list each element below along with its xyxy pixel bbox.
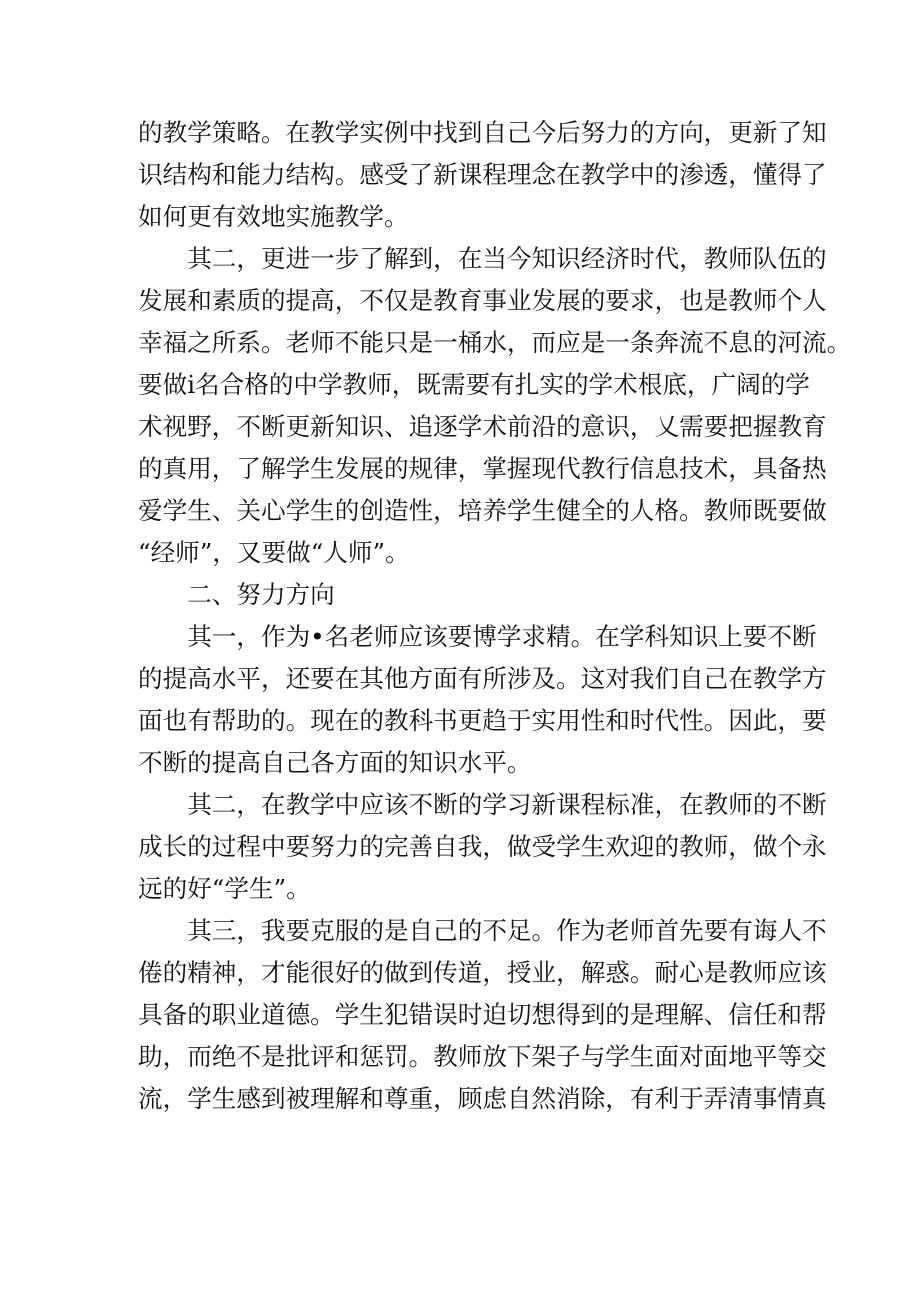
- text-line: 其二，更进一步了解到，在当今知识经济时代，教师队伍的: [138, 244, 827, 273]
- text-line: 术视野，不断更新知识、追逐学术前沿的意识，乂需要把握教育: [138, 412, 827, 441]
- text-line: 的教学策略。在教学实例中找到自己今后努力的方向，更新了知: [138, 118, 827, 147]
- document-body: [138, 112, 852, 1120]
- text-line: 远的好“学生”。: [138, 874, 311, 903]
- text-line: 助，而绝不是批评和惩罚。教师放下架子与学生面对面地平等交: [138, 1042, 827, 1071]
- text-line: 具备的职业道德。学生犯错误时迫切想得到的是理解、信任和帮: [138, 1000, 827, 1029]
- text-line: 要做i名合格的中学教师，既需要有扎实的学术根底，广阔的学: [138, 370, 810, 399]
- text-line: 如何更有效地实施教学。: [138, 202, 409, 231]
- text-line: 的提高水平，还要在其他方面有所涉及。这对我们自己在教学方: [138, 664, 827, 693]
- text-line: 其一，作为•名老师应该要博学求精。在学科知识上要不断: [138, 622, 817, 651]
- text-line: 发展和素质的提高，不仅是教育事业发展的要求，也是教师个人: [138, 286, 827, 315]
- text-line: 面也有帮助的。现在的教科书更趋于实用性和时代性。因此，要: [138, 706, 827, 735]
- text-line: “经师”，又要做“人师”。: [138, 538, 410, 567]
- text-line: 其二，在教学中应该不断的学习新课程标准，在教师的不断: [138, 790, 827, 819]
- section-heading: 二、努力方向: [138, 580, 335, 609]
- text-line: 爱学生、关心学生的创造性，培养学生健全的人格。教师既要做: [138, 496, 827, 525]
- text-line: 倦的精神，才能很好的做到传道，授业，解惑。耐心是教师应该: [138, 958, 827, 987]
- text-line: 其三，我要克服的是自己的不足。作为老师首先要有诲人不: [138, 916, 827, 945]
- text-line: 幸福之所系。老师不能只是一桶水，而应是一条奔流不息的河流。: [138, 328, 852, 357]
- text-line: 不断的提高自己各方面的知识水平。: [138, 748, 532, 777]
- text-line: 的真用，了解学生发展的规律，掌握现代教行信息技术，具备热: [138, 454, 827, 483]
- text-line: 成长的过程中要努力的完善自我，做受学生欢迎的教师，做个永: [138, 832, 827, 861]
- text-line: 流，学生感到被理解和尊重，顾虑自然消除，有利于弄清事情真: [138, 1084, 827, 1113]
- text-line: 识结构和能力结构。感受了新课程理念在教学中的渗透，懂得了: [138, 160, 827, 189]
